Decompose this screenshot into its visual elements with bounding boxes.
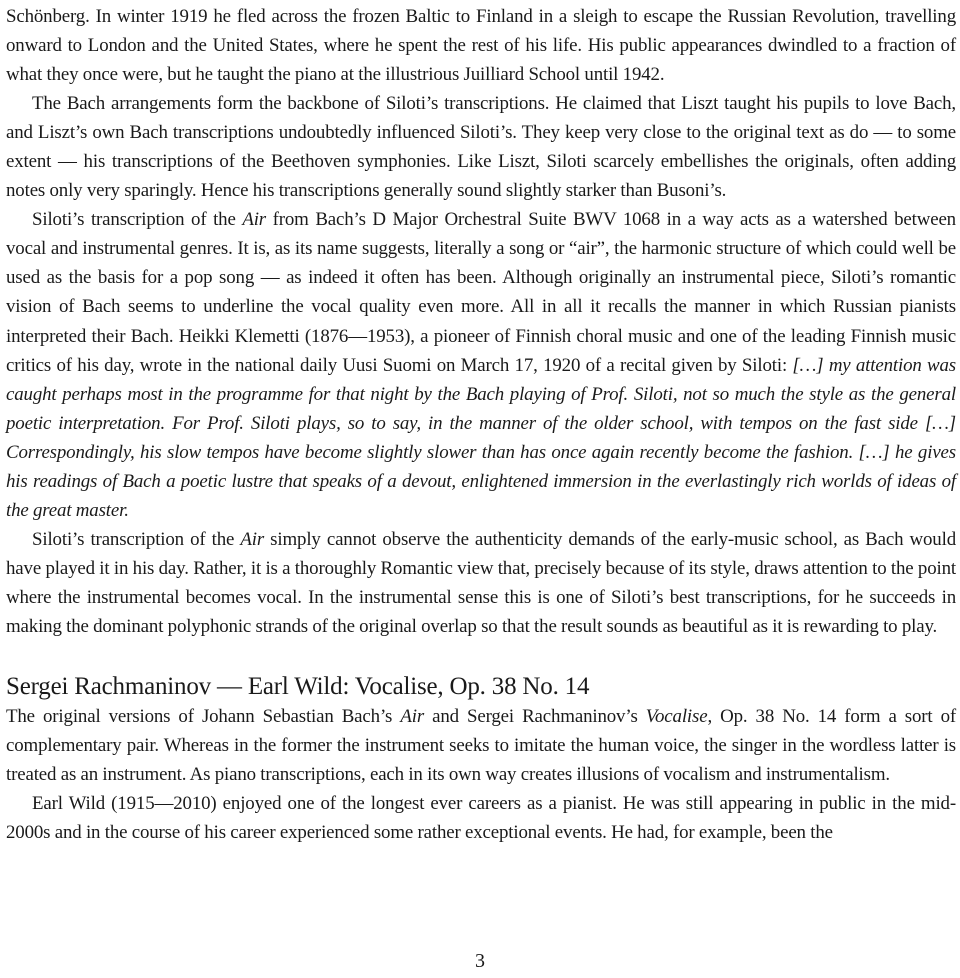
section-siloti: [6, 2, 956, 641]
italic-title-air: Air: [400, 706, 425, 728]
italic-title-air: Air: [240, 528, 265, 550]
paragraph-siloti-biography: Schönberg. In winter 1919 he fled across the frozen Baltic to Finland in a sleigh to escape the Russian Revolution, travelling onward to London and the United States, where he spent the rest of his life. His public appearances dwindled to a fraction of what they once were, but he taught the piano at the illustrious Juilliard School until 1942.: [6, 6, 956, 86]
section-heading-rachmaninov: Sergei Rachmaninov — Earl Wild: Vocalise, Op. 38 No. 14: [6, 673, 590, 701]
klemetti-quote: […] my attention was caught perhaps most in the programme for that night by the Bach playing of Prof. Siloti, not so much the style as the general poetic interpretation. For Prof. Siloti plays, so to say, in the manner of the older school, with tempos on the fast side […] Correspondingly, his slow tempos have become slightly slower than has once again recently become the fashion. […] he gives his readings of Bach a poetic lustre that speaks of a devout, enlightened immersion in the everlastingly rich worlds of ideas of the great master.: [6, 354, 956, 521]
italic-title-air: Air: [242, 209, 267, 231]
paragraph-air-transcription: [6, 205, 956, 525]
section-rachmaninov: [6, 702, 956, 847]
section-spacer: [6, 641, 956, 672]
document-page: [6, 2, 956, 847]
text-run: simply cannot observe the authenticity demands of the early-music school, as Bach would have played it in his day. Rather, it is a thoroughly Romantic view that, precisely because of its style, draws attention to the point where the instrumental becomes vocal. In the instrumental sense this is one of Siloti’s best transcriptions, for he succeeds in making the dominant polyphonic strands of the original overlap so that the result sounds as beautiful as it is rewarding to play.: [6, 528, 956, 637]
paragraph-complementary-pair: [6, 702, 956, 789]
page-number: 3: [475, 950, 485, 972]
text-run: Siloti’s transcription of the: [32, 528, 241, 550]
paragraph-air-romantic-view: [6, 525, 956, 641]
paragraph-earl-wild: Earl Wild (1915—2010) enjoyed one of the longest ever careers as a pianist. He was still appearing in public in the mid-2000s and in the course of his career experienced some rather exceptional events. He had, for example, been the: [6, 793, 956, 844]
text-run: The original versions of Johann Sebastian Bach’s: [6, 706, 401, 728]
paragraph-bach-arrangements: The Bach arrangements form the backbone of Siloti’s transcriptions. He claimed that Liszt taught his pupils to love Bach, and Liszt’s own Bach transcriptions undoubtedly influenced Siloti’s. They keep very close to the original text as do — to some extent — his transcriptions of the Beethoven symphonies. Like Liszt, Siloti scarcely embellishes the originals, often adding notes only very sparingly. Hence his transcriptions generally sound slightly starker than Busoni’s.: [6, 93, 956, 202]
text-run: , Op. 38 No. 14 form a sort of complementary pair. Whereas in the former the instrument seeks to imitate the human voice, the singer in the wordless latter is treated as an instrument. As piano transcriptions, each in its own way creates illusions of vocalism and instrumentalism.: [6, 706, 957, 786]
text-run: from Bach’s D Major Orchestral Suite BWV 1068 in a way acts as a watershed between vocal and instrumental genres. It is, as its name suggests, literally a song or “air”, the harmonic structure of which could well be used as the basis for a pop song — as indeed it often has been. Although originally an instrumental piece, Siloti’s romantic vision of Bach seems to underline the vocal quality even more. All in all it recalls the manner in which Russian pianists interpreted their Bach. Heikki Klemetti (1876—1953), a pioneer of Finnish choral music and one of the leading Finnish music critics of his day, wrote in the national daily Uusi Suomi on March 17, 1920 of a recital given by Siloti:: [6, 209, 956, 376]
text-run: Siloti’s transcription of the: [32, 209, 243, 231]
text-run: and Sergei Rachmaninov’s: [424, 706, 646, 728]
italic-title-vocalise: Vocalise: [645, 706, 708, 728]
